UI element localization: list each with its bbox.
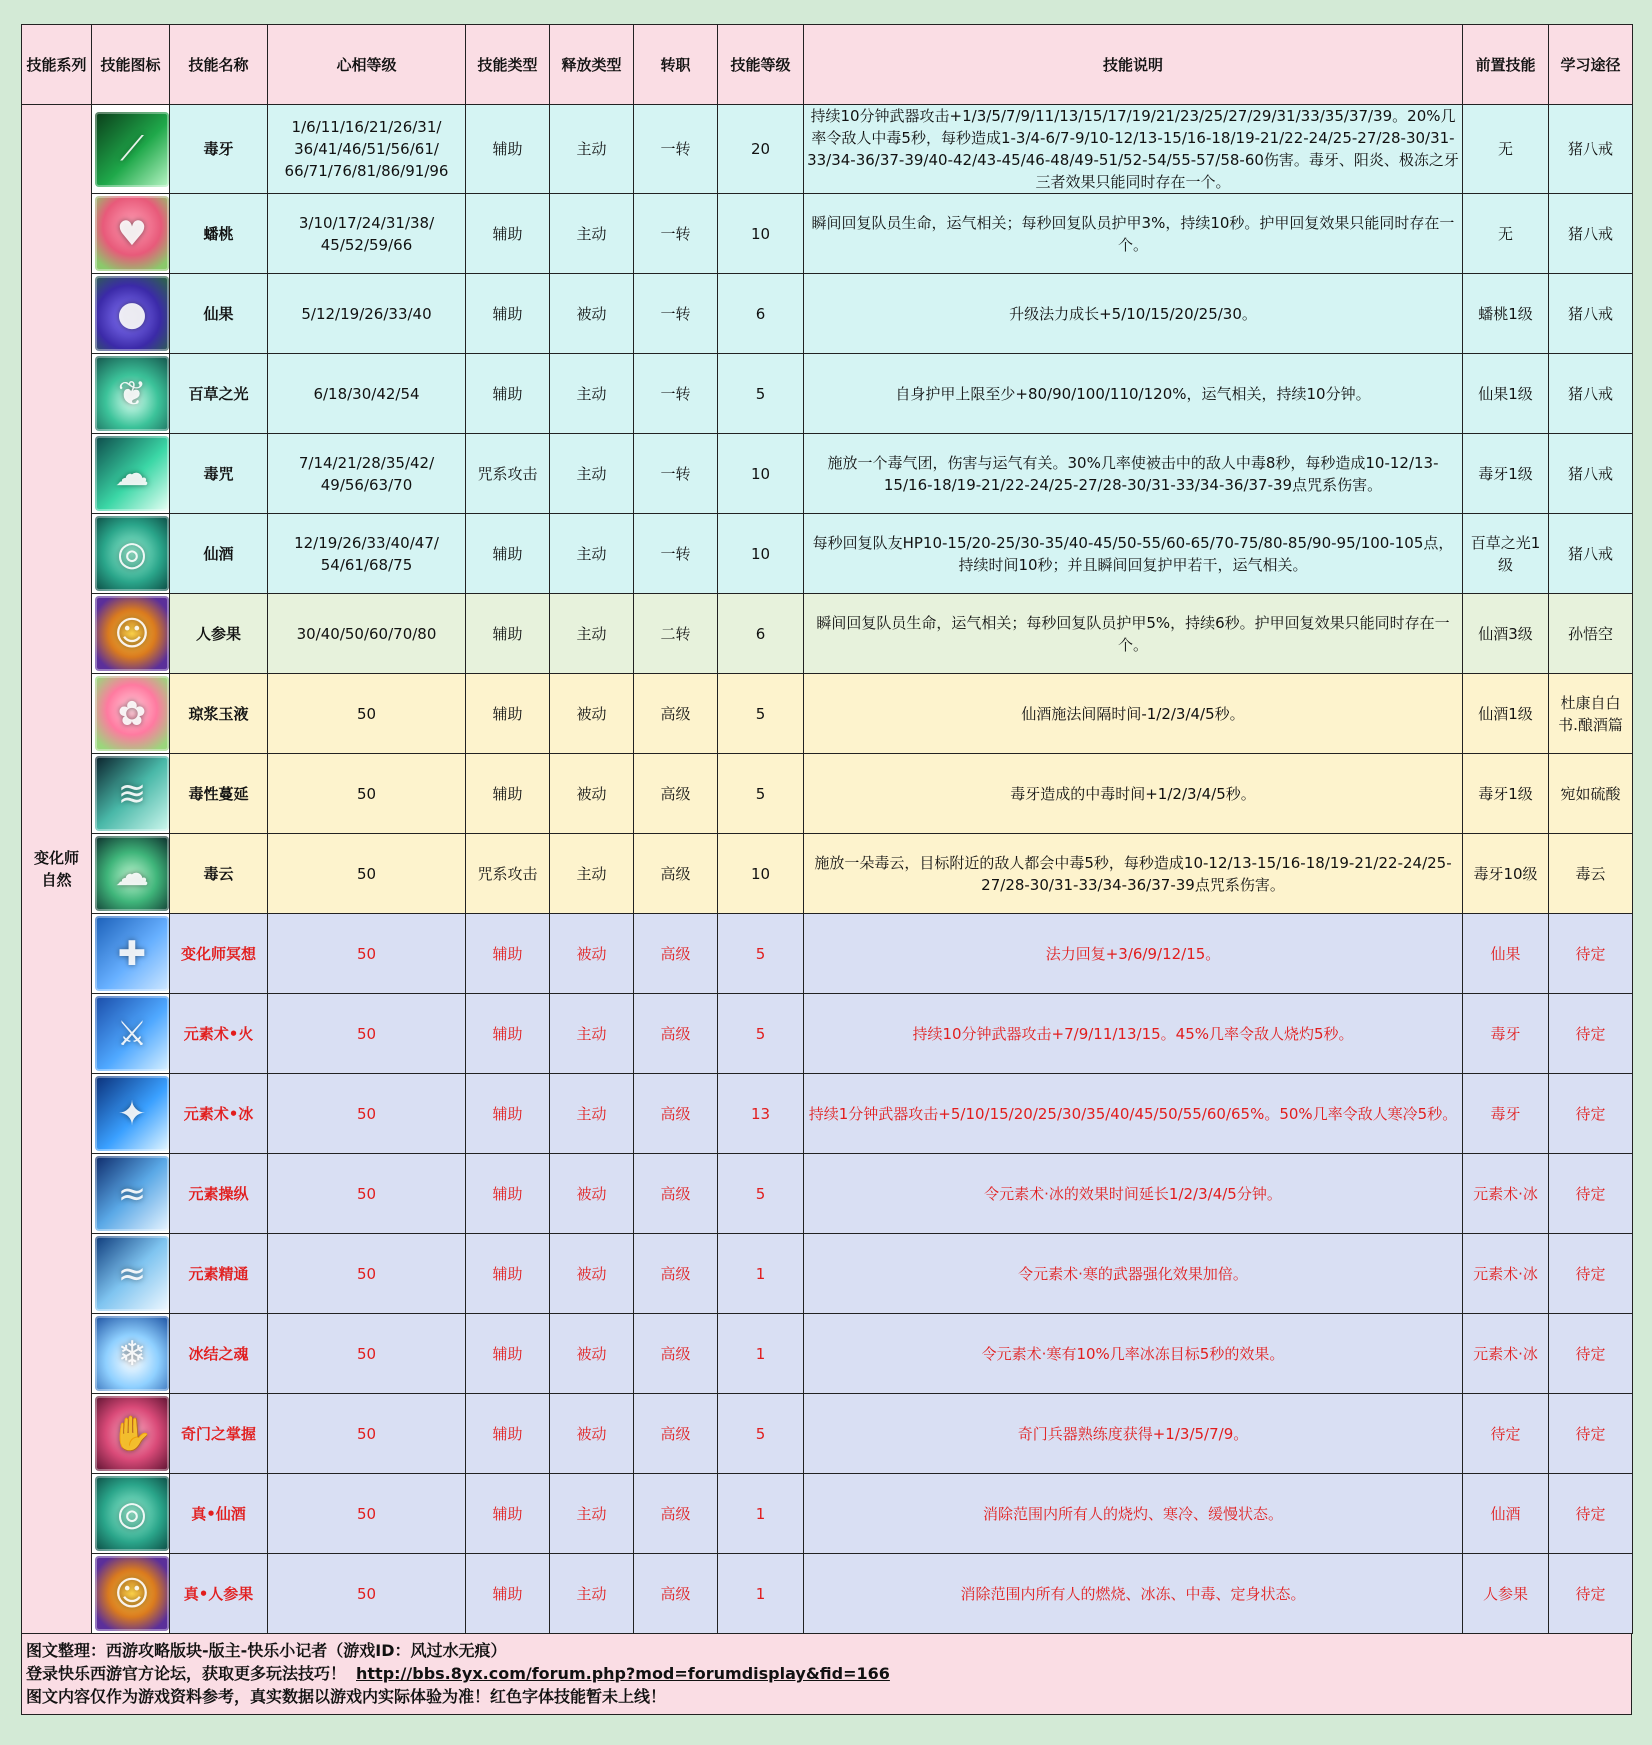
skill-name: 冰结之魂: [170, 1314, 268, 1394]
job-tier: 高级: [634, 1074, 718, 1154]
table-row: [22, 1394, 1633, 1474]
xinxiang-level: 50: [268, 1394, 466, 1474]
icon-glyph: ◎: [117, 1493, 147, 1534]
release-type: 主动: [550, 1554, 634, 1634]
table-row: [22, 354, 1633, 434]
skill-level: 5: [718, 1394, 804, 1474]
xinxiang-level: 6/18/30/42/54: [268, 354, 466, 434]
footer-forum-text: 登录快乐西游官方论坛，获取更多玩法技巧！: [26, 1664, 347, 1683]
table-row: [22, 194, 1633, 274]
icon-glyph: ≈: [117, 1173, 147, 1214]
skill-description: 持续10分钟武器攻击+1/3/5/7/9/11/13/15/17/19/21/23/25/27/29/31/33/35/37/39。20%几率令敌人中毒5秒，每秒造成1-3/4-6/7-9/10-12/13-15/16-18/19-21/22-24/25-27/28-30/31-33/34-36/37-39/40-42/43-45/46-48/49-51/52-54/55-57/58-60伤害。毒牙、阳炎、极冻之牙三者效果只能同时存在一个。: [804, 105, 1463, 194]
release-type: 主动: [550, 105, 634, 194]
xinxiang-level: 7/14/21/28/35/42/ 49/56/63/70: [268, 434, 466, 514]
learn-source: 宛如硫酸: [1549, 754, 1633, 834]
skill-name: 人参果: [170, 594, 268, 674]
skill-icon-cell: [92, 1314, 170, 1394]
skill-name: 蟠桃: [170, 194, 268, 274]
job-tier: 高级: [634, 754, 718, 834]
skill-type: 辅助: [466, 1314, 550, 1394]
skill-description: 仙酒施法间隔时间-1/2/3/4/5秒。: [804, 674, 1463, 754]
job-tier: 一转: [634, 434, 718, 514]
purple-fruit-icon: [95, 276, 169, 351]
job-tier: 高级: [634, 1474, 718, 1554]
icon-glyph: ⟋: [120, 129, 144, 169]
skill-level: 5: [718, 914, 804, 994]
skill-name: 毒云: [170, 834, 268, 914]
release-type: 主动: [550, 1074, 634, 1154]
skill-description: 施放一个毒气团，伤害与运气有关。30%几率使被击中的敌人中毒8秒，每秒造成10-12/13-15/16-18/19-21/22-24/25-27/28-30/31-33/34-36/37-39点咒系伤害。: [804, 434, 1463, 514]
series-branch: 自然: [41, 871, 72, 889]
icon-glyph: ♥: [116, 213, 148, 254]
job-tier: 高级: [634, 674, 718, 754]
skill-type: 辅助: [466, 1154, 550, 1234]
release-type: 被动: [550, 1154, 634, 1234]
ginseng-fruit-icon: [95, 596, 169, 671]
learn-source: 孙悟空: [1549, 594, 1633, 674]
skill-name: 元素术•火: [170, 994, 268, 1074]
learn-source: 猪八戒: [1549, 105, 1633, 194]
skill-level: 20: [718, 105, 804, 194]
peach-icon: [95, 196, 169, 271]
table-row: [22, 1234, 1633, 1314]
skill-type: 辅助: [466, 1474, 550, 1554]
table-row: [22, 594, 1633, 674]
learn-source: 待定: [1549, 914, 1633, 994]
skill-type: 辅助: [466, 1394, 550, 1474]
prerequisite-skill: 仙酒: [1463, 1474, 1549, 1554]
wine-gourd-icon: [95, 1476, 169, 1551]
skill-level: 5: [718, 994, 804, 1074]
learn-source: 猪八戒: [1549, 354, 1633, 434]
element-control-icon: [95, 1156, 169, 1231]
skill-description: 毒牙造成的中毒时间+1/2/3/4/5秒。: [804, 754, 1463, 834]
skill-name: 变化师冥想: [170, 914, 268, 994]
skill-icon-cell: [92, 834, 170, 914]
job-tier: 高级: [634, 1394, 718, 1474]
prerequisite-skill: 毒牙: [1463, 1074, 1549, 1154]
skill-description: 每秒回复队友HP10-15/20-25/30-35/40-45/50-55/60-65/70-75/80-85/90-95/100-105点，持续时间10秒；并且瞬间回复护甲若干，运气相关。: [804, 514, 1463, 594]
skill-icon-cell: [92, 594, 170, 674]
skill-type: 辅助: [466, 914, 550, 994]
prerequisite-skill: 毒牙1级: [1463, 754, 1549, 834]
frost-soul-icon: [95, 1316, 169, 1391]
skill-type: 咒系攻击: [466, 434, 550, 514]
prerequisite-skill: 仙酒1级: [1463, 674, 1549, 754]
wine-gourd-icon: [95, 516, 169, 591]
skill-name: 毒牙: [170, 105, 268, 194]
learn-source: 杜康自白书.酿酒篇: [1549, 674, 1633, 754]
learn-source: 猪八戒: [1549, 514, 1633, 594]
icon-glyph: ≈: [117, 1253, 147, 1294]
skill-name: 奇门之掌握: [170, 1394, 268, 1474]
table-row: [22, 1554, 1633, 1634]
skill-description: 消除范围内所有人的烧灼、寒冷、缓慢状态。: [804, 1474, 1463, 1554]
skill-icon-cell: [92, 274, 170, 354]
job-tier: 一转: [634, 194, 718, 274]
table-row: [22, 434, 1633, 514]
xinxiang-level: 30/40/50/60/70/80: [268, 594, 466, 674]
skill-icon-cell: [92, 1074, 170, 1154]
jade-nectar-icon: [95, 676, 169, 751]
skill-description: 持续1分钟武器攻击+5/10/15/20/25/30/35/40/45/50/55/60/65%。50%几率令敌人寒冷5秒。: [804, 1074, 1463, 1154]
skill-icon-cell: [92, 354, 170, 434]
odd-grip-icon: [95, 1396, 169, 1471]
table-row: [22, 754, 1633, 834]
icon-glyph: ☁: [115, 853, 149, 894]
table-row: [22, 1314, 1633, 1394]
skill-icon-cell: [92, 434, 170, 514]
release-type: 主动: [550, 834, 634, 914]
icon-glyph: ✋: [110, 1413, 154, 1454]
job-tier: 高级: [634, 1234, 718, 1314]
green-fang-icon: [95, 112, 169, 187]
job-tier: 二转: [634, 594, 718, 674]
icon-glyph: ≋: [117, 773, 147, 814]
prerequisite-skill: 无: [1463, 105, 1549, 194]
skill-description: 施放一朵毒云，目标附近的敌人都会中毒5秒，每秒造成10-12/13-15/16-18/19-21/22-24/25-27/28-30/31-33/34-36/37-39点咒系伤害。: [804, 834, 1463, 914]
poison-cloud-icon: [95, 836, 169, 911]
col-header-level: 技能等级: [718, 25, 804, 105]
skill-name: 毒性蔓延: [170, 754, 268, 834]
fire-sword-icon: [95, 996, 169, 1071]
prerequisite-skill: 百草之光1级: [1463, 514, 1549, 594]
release-type: 主动: [550, 434, 634, 514]
xinxiang-level: 50: [268, 754, 466, 834]
learn-source: 猪八戒: [1549, 194, 1633, 274]
learn-source: 待定: [1549, 1314, 1633, 1394]
poison-spread-icon: [95, 756, 169, 831]
icon-glyph: ⚔: [116, 1013, 148, 1054]
job-tier: 高级: [634, 1154, 718, 1234]
skill-description: 奇门兵器熟练度获得+1/3/5/7/9。: [804, 1394, 1463, 1474]
xinxiang-level: 50: [268, 994, 466, 1074]
job-tier: 一转: [634, 514, 718, 594]
icon-glyph: ✿: [117, 693, 147, 734]
skill-description: 升级法力成长+5/10/15/20/25/30。: [804, 274, 1463, 354]
skill-level: 1: [718, 1554, 804, 1634]
job-tier: 一转: [634, 274, 718, 354]
prerequisite-skill: 元素术·冰: [1463, 1314, 1549, 1394]
icon-glyph: ❄: [117, 1333, 147, 1374]
job-tier: 高级: [634, 834, 718, 914]
xinxiang-level: 50: [268, 1554, 466, 1634]
xinxiang-level: 50: [268, 1074, 466, 1154]
meditation-icon: [95, 916, 169, 991]
table-row: [22, 274, 1633, 354]
prerequisite-skill: 元素术·冰: [1463, 1154, 1549, 1234]
skill-icon-cell: [92, 1154, 170, 1234]
table-row: [22, 105, 1633, 194]
xinxiang-level: 1/6/11/16/21/26/31/ 36/41/46/51/56/61/ 66/71/76/81/86/91/96: [268, 105, 466, 194]
skill-icon-cell: [92, 1234, 170, 1314]
learn-source: 毒云: [1549, 834, 1633, 914]
skill-description: 持续10分钟武器攻击+7/9/11/13/15。45%几率令敌人烧灼5秒。: [804, 994, 1463, 1074]
icon-glyph: ✦: [117, 1093, 147, 1134]
learn-source: 待定: [1549, 1154, 1633, 1234]
skill-type: 辅助: [466, 594, 550, 674]
poison-curse-icon: [95, 436, 169, 511]
col-header-prereq: 前置技能: [1463, 25, 1549, 105]
icon-glyph: ☁: [115, 453, 149, 494]
table-row: [22, 674, 1633, 754]
release-type: 主动: [550, 994, 634, 1074]
xinxiang-level: 50: [268, 914, 466, 994]
skill-type: 辅助: [466, 1074, 550, 1154]
prerequisite-skill: 人参果: [1463, 1554, 1549, 1634]
skill-description: 令元素术·寒的武器强化效果加倍。: [804, 1234, 1463, 1314]
job-tier: 高级: [634, 914, 718, 994]
xinxiang-level: 12/19/26/33/40/47/ 54/61/68/75: [268, 514, 466, 594]
skill-name: 真•仙酒: [170, 1474, 268, 1554]
prerequisite-skill: 待定: [1463, 1394, 1549, 1474]
col-header-learn: 学习途径: [1549, 25, 1633, 105]
col-header-series: 技能系列: [22, 25, 92, 105]
xinxiang-level: 50: [268, 1154, 466, 1234]
release-type: 主动: [550, 594, 634, 674]
skill-description: 自身护甲上限至少+80/90/100/110/120%，运气相关，持续10分钟。: [804, 354, 1463, 434]
skill-name: 毒咒: [170, 434, 268, 514]
skill-icon-cell: [92, 194, 170, 274]
job-tier: 高级: [634, 1554, 718, 1634]
prerequisite-skill: 毒牙1级: [1463, 434, 1549, 514]
col-header-release: 释放类型: [550, 25, 634, 105]
skill-name: 元素操纵: [170, 1154, 268, 1234]
skill-description: 令元素术·冰的效果时间延长1/2/3/4/5分钟。: [804, 1154, 1463, 1234]
table-row: [22, 914, 1633, 994]
table-row: [22, 834, 1633, 914]
skill-level: 5: [718, 1154, 804, 1234]
skill-name: 仙酒: [170, 514, 268, 594]
icon-glyph: ❦: [117, 373, 147, 414]
series-cell: [22, 105, 92, 1634]
col-header-name: 技能名称: [170, 25, 268, 105]
skill-icon-cell: [92, 1394, 170, 1474]
release-type: 被动: [550, 1394, 634, 1474]
skill-level: 10: [718, 834, 804, 914]
learn-source: 待定: [1549, 994, 1633, 1074]
prerequisite-skill: 毒牙10级: [1463, 834, 1549, 914]
skill-description: 消除范围内所有人的燃烧、冰冻、中毒、定身状态。: [804, 1554, 1463, 1634]
skill-level: 5: [718, 674, 804, 754]
ice-blade-icon: [95, 1076, 169, 1151]
learn-source: 待定: [1549, 1554, 1633, 1634]
skill-level: 1: [718, 1314, 804, 1394]
skill-description: 法力回复+3/6/9/12/15。: [804, 914, 1463, 994]
series-class: 变化师: [33, 849, 79, 867]
release-type: 主动: [550, 194, 634, 274]
xinxiang-level: 50: [268, 674, 466, 754]
table-row: [22, 994, 1633, 1074]
skill-description: 令元素术·寒有10%几率冰冻目标5秒的效果。: [804, 1314, 1463, 1394]
learn-source: 待定: [1549, 1394, 1633, 1474]
header-row: [22, 25, 1633, 105]
skill-type: 咒系攻击: [466, 834, 550, 914]
skill-type: 辅助: [466, 754, 550, 834]
xinxiang-level: 50: [268, 834, 466, 914]
learn-source: 待定: [1549, 1474, 1633, 1554]
skill-level: 1: [718, 1234, 804, 1314]
skill-type: 辅助: [466, 514, 550, 594]
release-type: 主动: [550, 1474, 634, 1554]
icon-glyph: ●: [117, 293, 147, 334]
skill-type: 辅助: [466, 994, 550, 1074]
col-header-desc: 技能说明: [804, 25, 1463, 105]
skill-icon-cell: [92, 1554, 170, 1634]
release-type: 主动: [550, 514, 634, 594]
skill-level: 10: [718, 434, 804, 514]
table-row: [22, 1074, 1633, 1154]
col-header-type: 技能类型: [466, 25, 550, 105]
footer-notes: [21, 1634, 1632, 1715]
prerequisite-skill: 元素术·冰: [1463, 1234, 1549, 1314]
skill-type: 辅助: [466, 1234, 550, 1314]
xinxiang-level: 50: [268, 1234, 466, 1314]
skill-icon-cell: [92, 914, 170, 994]
skill-icon-cell: [92, 674, 170, 754]
learn-source: 猪八戒: [1549, 434, 1633, 514]
skill-level: 1: [718, 1474, 804, 1554]
prerequisite-skill: 仙果: [1463, 914, 1549, 994]
skill-type: 辅助: [466, 674, 550, 754]
skill-type: 辅助: [466, 105, 550, 194]
element-mastery-icon: [95, 1236, 169, 1311]
footer-disclaimer: 图文内容仅作为游戏资料参考，真实数据以游戏内实际体验为准！红色字体技能暂未上线！: [26, 1687, 667, 1706]
skill-icon-cell: [92, 754, 170, 834]
prerequisite-skill: 仙酒3级: [1463, 594, 1549, 674]
skill-level: 5: [718, 754, 804, 834]
col-header-icon: 技能图标: [92, 25, 170, 105]
skill-name: 百草之光: [170, 354, 268, 434]
icon-glyph: ✚: [117, 933, 147, 974]
prerequisite-skill: 无: [1463, 194, 1549, 274]
skill-level: 10: [718, 194, 804, 274]
learn-source: 待定: [1549, 1074, 1633, 1154]
skill-name: 元素术•冰: [170, 1074, 268, 1154]
skill-type: 辅助: [466, 274, 550, 354]
skill-icon-cell: [92, 514, 170, 594]
footer-credit: 图文整理：西游攻略版块-版主-快乐小记者（游戏ID：风过水无痕）: [26, 1641, 507, 1660]
job-tier: 高级: [634, 994, 718, 1074]
skill-description: 瞬间回复队员生命，运气相关；每秒回复队员护甲3%，持续10秒。护甲回复效果只能同时存在一个。: [804, 194, 1463, 274]
release-type: 被动: [550, 274, 634, 354]
skill-description: 瞬间回复队员生命，运气相关；每秒回复队员护甲5%，持续6秒。护甲回复效果只能同时存在一个。: [804, 594, 1463, 674]
col-header-xinxiang: 心相等级: [268, 25, 466, 105]
xinxiang-level: 50: [268, 1474, 466, 1554]
prerequisite-skill: 蟠桃1级: [1463, 274, 1549, 354]
prerequisite-skill: 毒牙: [1463, 994, 1549, 1074]
learn-source: 猪八戒: [1549, 274, 1633, 354]
skill-level: 13: [718, 1074, 804, 1154]
icon-glyph: ◎: [117, 533, 147, 574]
skill-sheet: [21, 24, 1632, 1715]
forum-link[interactable]: http://bbs.8yx.com/forum.php?mod=forumdisplay&fid=166: [356, 1664, 890, 1683]
footer-forum-line: [26, 1662, 1627, 1685]
xinxiang-level: 5/12/19/26/33/40: [268, 274, 466, 354]
skill-level: 5: [718, 354, 804, 434]
skill-icon-cell: [92, 994, 170, 1074]
ginseng-fruit-icon: [95, 1556, 169, 1631]
release-type: 被动: [550, 1234, 634, 1314]
release-type: 被动: [550, 914, 634, 994]
icon-glyph: ☺: [114, 1573, 150, 1614]
job-tier: 一转: [634, 105, 718, 194]
skill-name: 仙果: [170, 274, 268, 354]
skill-type: 辅助: [466, 354, 550, 434]
xinxiang-level: 3/10/17/24/31/38/ 45/52/59/66: [268, 194, 466, 274]
herb-light-icon: [95, 356, 169, 431]
skill-level: 6: [718, 594, 804, 674]
skill-type: 辅助: [466, 1554, 550, 1634]
prerequisite-skill: 仙果1级: [1463, 354, 1549, 434]
release-type: 被动: [550, 754, 634, 834]
job-tier: 高级: [634, 1314, 718, 1394]
learn-source: 待定: [1549, 1234, 1633, 1314]
xinxiang-level: 50: [268, 1314, 466, 1394]
skill-level: 6: [718, 274, 804, 354]
skill-name: 元素精通: [170, 1234, 268, 1314]
skill-table-body: [22, 105, 1633, 1634]
table-row: [22, 1154, 1633, 1234]
release-type: 被动: [550, 674, 634, 754]
job-tier: 一转: [634, 354, 718, 434]
table-row: [22, 514, 1633, 594]
release-type: 被动: [550, 1314, 634, 1394]
table-row: [22, 1474, 1633, 1554]
col-header-zhuan: 转职: [634, 25, 718, 105]
release-type: 主动: [550, 354, 634, 434]
skill-name: 真•人参果: [170, 1554, 268, 1634]
skill-level: 10: [718, 514, 804, 594]
skill-icon-cell: [92, 105, 170, 194]
skill-name: 琼浆玉液: [170, 674, 268, 754]
skill-icon-cell: [92, 1474, 170, 1554]
skill-table: [21, 24, 1633, 1634]
skill-type: 辅助: [466, 194, 550, 274]
icon-glyph: ☺: [114, 613, 150, 654]
